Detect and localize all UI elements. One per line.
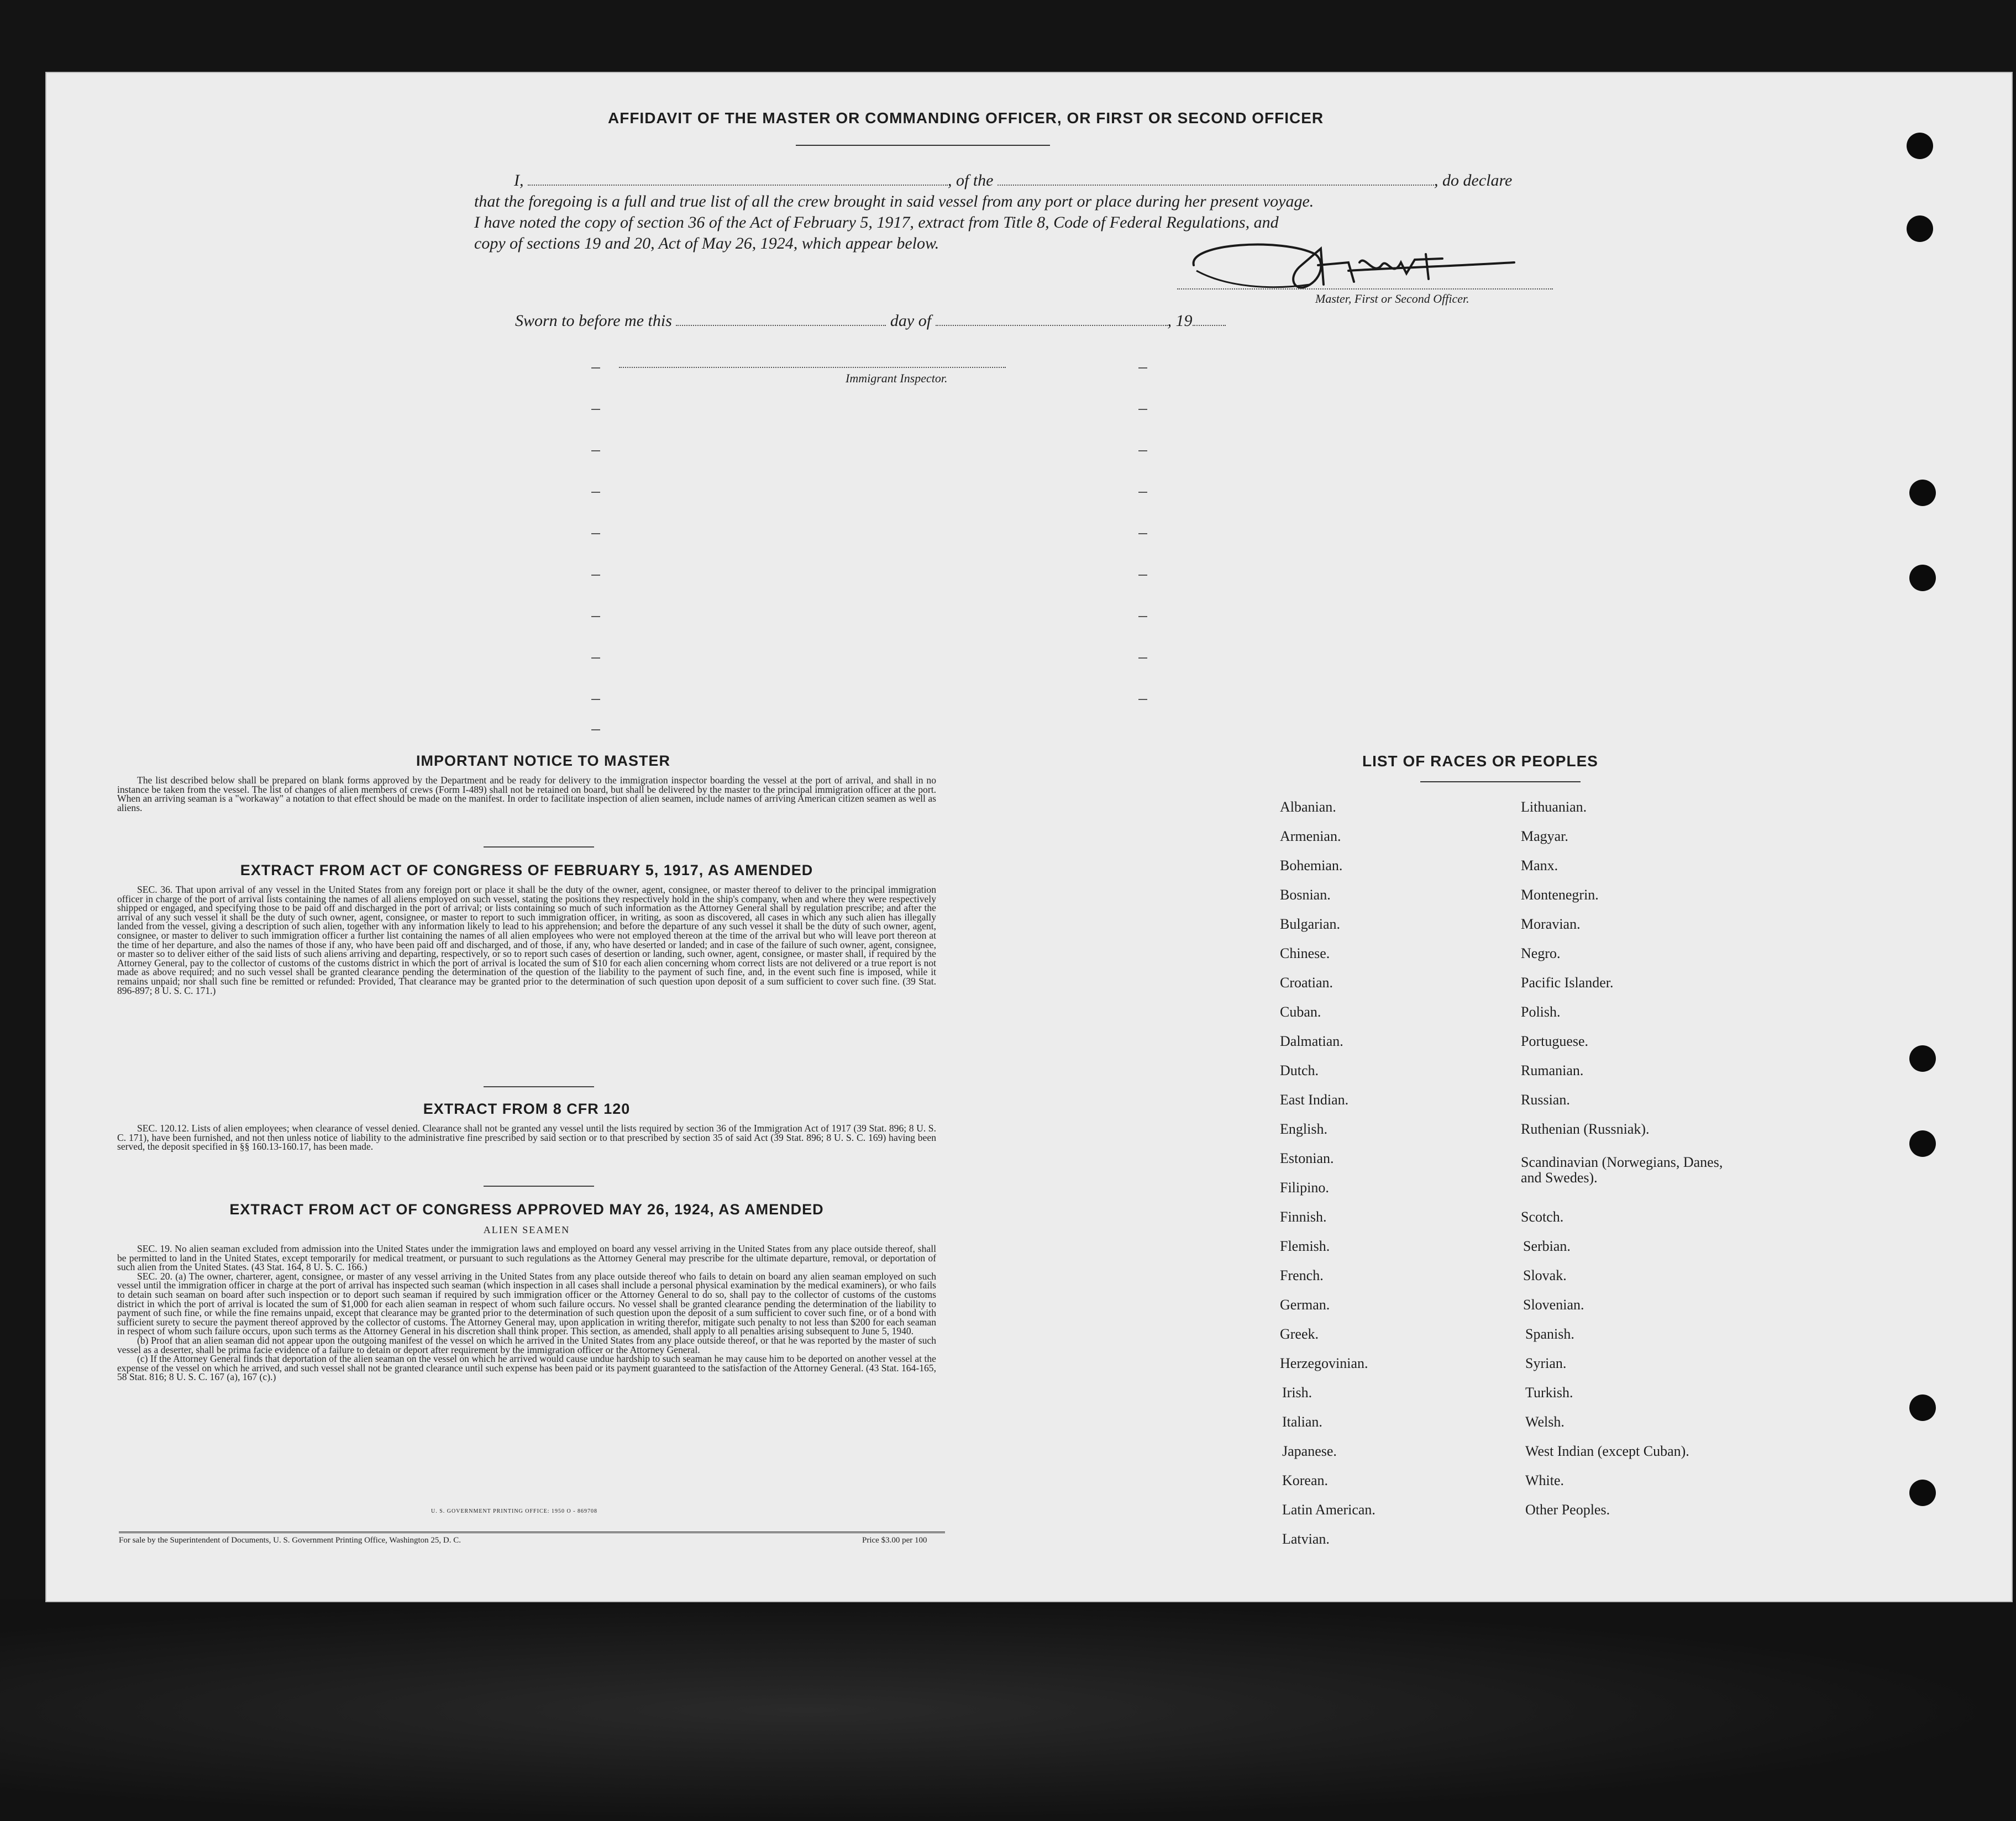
extract-1924-text	[117, 1244, 936, 1382]
race-item: West Indian (except Cuban).	[1525, 1443, 1689, 1459]
scanner-background	[0, 1599, 2016, 1821]
race-item: Albanian.	[1280, 799, 1336, 815]
race-item: Polish.	[1521, 1004, 1561, 1020]
inspector-label: Immigrant Inspector.	[846, 371, 948, 385]
section-rule	[484, 846, 594, 848]
binder-hole	[1909, 1045, 1936, 1072]
race-item: Montenegrin.	[1521, 887, 1599, 903]
column-tick	[1138, 450, 1147, 451]
column-tick	[591, 492, 600, 493]
race-item: Armenian.	[1280, 828, 1341, 844]
gpo-imprint: U. S. GOVERNMENT PRINTING OFFICE: 1950 O - 869708	[431, 1508, 598, 1514]
race-item: Turkish.	[1525, 1385, 1573, 1401]
notice-text	[117, 776, 936, 812]
race-item: Welsh.	[1525, 1414, 1565, 1430]
section-19-paragraph: SEC. 19. No alien seaman excluded from admission into the United States under the immigration laws and employed on board any vessel arriving in the United States from any place outside thereof, shall be permitted to land in the United States, except temporarily for medical treatment, or pursuant to such regulations as the Attorney General may prescribe for the ultimate departure, removal, or deportation of such alien from the United States. (43 Stat. 164, 8 U. S. C. 166.)	[117, 1243, 936, 1273]
binder-hole	[1909, 565, 1936, 591]
section-20a-paragraph: SEC. 20. (a) The owner, charterer, agent, consignee, or master of any vessel arriving in the United States from any place outside thereof who fails to detain on board any alien seaman employed on such vessel until the immigration officer in charge at the port of arrival has inspected such seaman (which inspection in all cases shall include a personal physical examination by the medical examiners), or who fails to detain such seaman on board after such inspection or to deport such seaman if required by such immigration officer or the Attorney General to do so, shall pay to the collector of customs of the customs district in which the port of arrival is located the sum of $1,000 for each alien seaman in respect of whom such failure occurs. No vessel shall be granted clearance pending the determination of the liability to payment of such fine, or while the fine remains unpaid, except that clearance may be granted prior to the determination of such question upon the deposit of a sum sufficient to cover such fine, or of a bond with sufficient surety to secure the payment thereof approved by the collector of customs. The Attorney General may, upon application in writing therefor, mitigate such penalty to not less than $200 for each seaman in respect of whom such failure occurs, upon such terms as the Attorney General in his discretion shall think proper. This section, as amended, shall apply to all penalties arising subsequent to June 5, 1940.	[117, 1270, 936, 1337]
section-120-paragraph: SEC. 120.12. Lists of alien employees; when clearance of vessel denied. Clearance shall not be granted any vessel until the lists required by section 36 of the Immigration Act of 1917 (39 Stat. 896; 8 U. S. C. 171), have been furnished, and not then unless notice of liability to the administrative fine prescribed by said section or to that prescribed by section 35 of said Act (39 Stat. 896; 8 U. S. C. 169) having been served, the deposit specified in §§ 160.13-160.17, has been made.	[117, 1123, 936, 1152]
column-tick	[591, 616, 600, 617]
declaration-line-1	[514, 171, 1512, 190]
race-item: Spanish.	[1525, 1326, 1574, 1342]
race-item: Italian.	[1282, 1414, 1322, 1430]
column-tick	[1138, 699, 1147, 700]
declaration-line-4: copy of sections 19 and 20, Act of May 26, 1924, which appear below.	[474, 234, 939, 252]
sworn-text: Sworn to before me this	[515, 312, 672, 330]
race-item: English.	[1280, 1121, 1327, 1137]
race-item: White.	[1525, 1472, 1565, 1488]
column-tick	[1138, 616, 1147, 617]
extract-8cfr-text	[117, 1124, 936, 1151]
race-item: Croatian.	[1280, 975, 1334, 991]
races-heading: LIST OF RACES OR PEOPLES	[1362, 752, 1598, 770]
year-blank	[1193, 312, 1226, 326]
race-item: Russian.	[1521, 1092, 1570, 1108]
race-item: Latin American.	[1282, 1502, 1376, 1518]
affidavit-title: AFFIDAVIT OF THE MASTER OR COMMANDING OFFICER, OR FIRST OR SECOND OFFICER	[608, 109, 1324, 127]
alien-seamen-subheading: ALIEN SEAMEN	[483, 1224, 570, 1235]
column-tick	[591, 729, 600, 730]
footer-price: Price $3.00 per 100	[862, 1536, 927, 1545]
race-item: Manx.	[1521, 857, 1558, 873]
binder-hole	[1909, 1394, 1936, 1421]
race-item: Rumanian.	[1521, 1062, 1584, 1078]
section-36-paragraph: SEC. 36. That upon arrival of any vessel in the United States from any foreign port or place it shall be the duty of the owner, agent, consignee, or master thereof to deliver to the principal immigration officer in charge of the port of arrival lists containing the names of all aliens employed on such vessel, stating the positions they respectively hold in the ship's company, when and where they were respectively shipped or engaged, and specifying those to be paid off and discharged in the port of arrival; or lists containing so much of such information as the Attorney General shall by regulation prescribe; and after the arrival of any such vessel it shall be the duty of such owner, agent, consignee, or master to report to such immigration officer, in writing, as soon as discovered, all cases in which any such alien has illegally landed from the vessel, giving a description of such alien, together with any information likely to lead to his apprehension; and before the departure of any such vessel it shall be the duty of such owner, agent, consignee, or master to deliver to such immigration officer a further list containing the names of all alien employees who were not employed thereon at the time of the arrival but who will leave port thereon at the time of her departure, and also the names of those if any, who have been paid off and discharged, and of those, if any, who have deserted or landed; and in case of the failure of such owner, agent, consignee, or master so to deliver either of the said lists of such aliens arriving and departing, respectively, or so to report such cases of desertion or landing, such owner, agent, consignee, or master shall, if required by the Attorney General, pay to the collector of customs of the customs district in which the port of arrival is located the sum of $10 for each alien concerning whom correct lists are not delivered or a true report is not made as above required; and no such vessel shall be granted clearance pending the determination of the question of the liability to the payment of such fine, and, in the event such fine is imposed, while it remains unpaid; nor shall such fine be remitted or refunded: Provided, That clearance may be granted prior to the determination of such question upon deposit of a sum sufficient to cover such fine. (39 Stat. 896-897; 8 U. S. C. 171.)	[117, 884, 936, 996]
race-item: East Indian.	[1280, 1092, 1349, 1108]
extract-1917-text	[117, 885, 936, 995]
column-tick	[591, 367, 600, 369]
race-item: Filipino.	[1280, 1180, 1329, 1196]
race-item: Herzegovinian.	[1280, 1355, 1368, 1371]
section-rule	[484, 1186, 594, 1187]
column-tick	[591, 409, 600, 410]
race-item: Bohemian.	[1280, 857, 1343, 873]
column-tick	[591, 699, 600, 700]
signature-line	[1177, 288, 1553, 290]
section-20b-paragraph: (b) Proof that an alien seaman did not appear upon the outgoing manifest of the vessel on which he arrived in the United States from any place outside thereof, or that he was reported by the master of such vessel as a deserter, shall be prima facie evidence of a failure to detain or deport after requirement by the immigration officer or the Attorney General.	[117, 1334, 936, 1355]
footer-sale-note: For sale by the Superintendent of Documents, U. S. Government Printing Office, Washington 25, D. C.	[119, 1536, 461, 1545]
column-tick	[1138, 492, 1147, 493]
race-item: Pacific Islander.	[1521, 975, 1614, 991]
notice-paragraph: The list described below shall be prepared on blank forms approved by the Department and be ready for delivery to the immigration inspector boarding the vessel at the port of arrival, and shall in no instance be taken from the vessel. The list of changes of alien members of crews (Form I-489) shall not be retained on board, but shall be delivered by the master to the principal immigration officer at the port. When an arriving seaman is a "workaway" a notation to that effect should be made on the manifest. In order to facilitate inspection of alien seamen, include names of arriving American citizen seamen as well as aliens.	[117, 775, 936, 813]
binder-hole	[1907, 215, 1933, 242]
race-item: Bosnian.	[1280, 887, 1331, 903]
binder-hole	[1907, 133, 1933, 159]
declaration-line-3: I have noted the copy of section 36 of the Act of February 5, 1917, extract from Title 8, Code of Federal Regulations, and	[474, 213, 1279, 231]
race-item: French.	[1280, 1267, 1324, 1283]
race-item: Portuguese.	[1521, 1033, 1589, 1049]
notice-heading: IMPORTANT NOTICE TO MASTER	[416, 752, 670, 769]
race-item: Scotch.	[1521, 1209, 1564, 1225]
race-item: Estonian.	[1280, 1150, 1334, 1166]
signature-label: Master, First or Second Officer.	[1315, 292, 1469, 306]
day-blank	[676, 312, 886, 326]
race-item: Syrian.	[1525, 1355, 1567, 1371]
column-tick	[591, 533, 600, 534]
declaration-line-2: that the foregoing is a full and true list of all the crew brought in said vessel from any port or place during her present voyage.	[474, 192, 1314, 210]
race-item: Chinese.	[1280, 945, 1330, 961]
name-blank	[528, 171, 948, 186]
section-20c-paragraph: (c) If the Attorney General finds that deportation of the alien seaman on the vessel on which he arrived would cause undue hardship to such seaman he may cause him to be deported on another vessel at the expense of the vessel on which he arrived, and such vessel shall not be granted clearance until such expense has been paid or its payment guaranteed to the satisfaction of the Attorney General. (43 Stat. 164-165, 58 Stat. 816; 8 U. S. C. 167 (a), 167 (c).)	[117, 1353, 936, 1383]
race-item: Serbian.	[1523, 1238, 1571, 1254]
binder-hole	[1909, 480, 1936, 506]
race-item: Dutch.	[1280, 1062, 1319, 1078]
race-item: Magyar.	[1521, 828, 1568, 844]
decl-of: , of the	[948, 171, 994, 190]
binder-hole	[1909, 1480, 1936, 1506]
sworn-line	[515, 312, 1226, 330]
race-item: Japanese.	[1282, 1443, 1337, 1459]
column-tick	[1138, 367, 1147, 369]
race-item: Slovak.	[1523, 1267, 1567, 1283]
column-tick	[1138, 657, 1147, 659]
day-of-text: day of	[890, 312, 932, 330]
month-blank	[936, 312, 1168, 326]
race-item: Irish.	[1282, 1385, 1313, 1401]
extract-1924-heading: EXTRACT FROM ACT OF CONGRESS APPROVED MAY 26, 1924, AS AMENDED	[229, 1201, 824, 1218]
race-item: Lithuanian.	[1521, 799, 1587, 815]
column-tick	[591, 450, 600, 451]
column-tick	[1138, 575, 1147, 576]
column-tick	[1138, 533, 1147, 534]
race-item: Moravian.	[1521, 916, 1581, 932]
race-item: German.	[1280, 1297, 1330, 1313]
column-tick	[591, 575, 600, 576]
inspector-line	[619, 367, 1006, 368]
title-rule	[796, 145, 1050, 146]
race-item: Ruthenian (Russniak).	[1521, 1121, 1650, 1137]
race-item: Negro.	[1521, 945, 1561, 961]
race-item-scandinavian: Scandinavian (Norwegians, Danes, and Swedes).	[1521, 1154, 1723, 1186]
race-item: Greek.	[1280, 1326, 1319, 1342]
decl-declare: , do declare	[1434, 171, 1513, 190]
races-heading-rule	[1420, 781, 1581, 782]
race-item: Flemish.	[1280, 1238, 1330, 1254]
footer-rule	[119, 1531, 945, 1533]
race-item: Dalmatian.	[1280, 1033, 1343, 1049]
race-item: Slovenian.	[1523, 1297, 1584, 1313]
section-rule	[484, 1086, 594, 1087]
vessel-blank	[998, 171, 1434, 186]
race-item: Other Peoples.	[1525, 1502, 1610, 1518]
decl-i: I,	[514, 171, 524, 190]
column-tick	[591, 657, 600, 659]
race-item: Cuban.	[1280, 1004, 1321, 1020]
race-item: Latvian.	[1282, 1531, 1330, 1547]
race-item: Finnish.	[1280, 1209, 1327, 1225]
binder-hole	[1909, 1130, 1936, 1157]
year-text: , 19	[1167, 312, 1193, 330]
column-tick	[1138, 409, 1147, 410]
extract-8cfr-heading: EXTRACT FROM 8 CFR 120	[423, 1101, 631, 1117]
race-item: Bulgarian.	[1280, 916, 1341, 932]
extract-1917-heading: EXTRACT FROM ACT OF CONGRESS OF FEBRUARY 5, 1917, AS AMENDED	[240, 862, 813, 878]
race-item: Korean.	[1282, 1472, 1329, 1488]
